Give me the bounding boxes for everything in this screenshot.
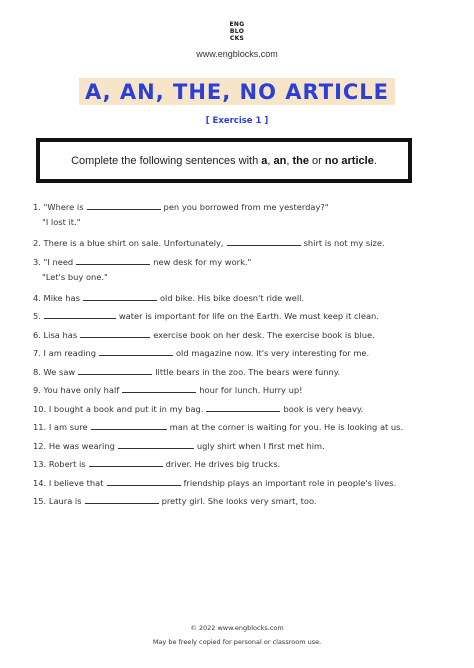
logo-line-1: ENG: [229, 20, 245, 28]
item-text-after: book is very heavy.: [283, 404, 364, 414]
exercise-item-3: [33, 256, 251, 267]
footer-note: May be freely copied for personal or classroom use.: [152, 638, 322, 646]
item-text-after: shirt is not my size.: [303, 238, 385, 248]
item-text-before: 15. Laura is: [33, 496, 82, 506]
item-text-before: 2. There is a blue shirt on sale. Unfortunately,: [33, 238, 224, 248]
item-text-after: little bears in the zoo. The bears were funny.: [155, 367, 341, 377]
item-text-before: 10. I bought a book and put it in my bag.: [33, 404, 204, 414]
item-text-before: 1. "Where is: [33, 202, 84, 212]
item-text-before: 13. Robert is: [33, 459, 86, 469]
item-text-after: exercise book on her desk. The exercise book is blue.: [153, 330, 375, 340]
answer-blank[interactable]: [44, 310, 116, 319]
answer-blank[interactable]: [206, 403, 280, 412]
answer-blank[interactable]: [87, 201, 161, 210]
instruction-text: [71, 155, 377, 167]
exercise-item-1-reply: [33, 217, 81, 227]
item-text-after: hour for lunch. Hurry up!: [199, 385, 303, 395]
footer-copyright: © 2022 www.engblocks.com: [190, 624, 284, 632]
answer-blank[interactable]: [85, 495, 159, 504]
item-text-after: old bike. His bike doesn't ride well.: [159, 293, 305, 303]
exercise-subtitle: [ Exercise 1 ]: [205, 116, 269, 126]
subtitle-wrap: [0, 110, 474, 128]
item-text-before: 14. I believe that: [33, 478, 104, 488]
instruction-box: [36, 138, 412, 183]
answer-blank[interactable]: [118, 440, 194, 449]
answer-blank[interactable]: [80, 329, 150, 338]
exercise-item-6: [33, 329, 375, 340]
option-the: the: [292, 154, 309, 167]
item-text-before: 8. We saw: [33, 367, 76, 377]
item-text-before: 4. Mike has: [33, 293, 80, 303]
instruction-or: or: [309, 154, 325, 167]
item-text-before: 9. You have only half: [33, 385, 120, 395]
instruction-sep-1: ,: [267, 154, 274, 167]
answer-blank[interactable]: [122, 384, 196, 393]
logo-line-3: CKS: [229, 34, 245, 42]
item-text-before: 3. "I need: [33, 257, 74, 267]
answer-blank[interactable]: [227, 237, 301, 246]
exercise-item-14: [33, 477, 396, 488]
exercise-item-15: [33, 495, 317, 506]
option-a: a: [261, 154, 268, 167]
item-text-after: old magazine now. It's very interesting for me.: [175, 348, 370, 358]
exercise-item-11: [33, 421, 403, 432]
item-text-after: friendship plays an important role in people's lives.: [183, 478, 397, 488]
site-url: www.engblocks.com: [196, 49, 278, 59]
exercise-item-12: [33, 440, 325, 451]
exercise-item-13: [33, 458, 280, 469]
exercise-item-2: [33, 237, 385, 248]
item-text-after: new desk for my work.": [153, 257, 252, 267]
exercise-item-1: [33, 201, 329, 212]
exercise-item-3-reply: [33, 272, 108, 282]
exercise-item-10: [33, 403, 363, 414]
title-wrap: [0, 78, 474, 105]
exercise-item-9: [33, 384, 302, 395]
exercise-item-5: [33, 310, 379, 321]
instruction-sep-2: ,: [286, 154, 293, 167]
item-text-after: ugly shirt when I first met him.: [196, 441, 325, 451]
item-text-before: 7. I am reading: [33, 348, 96, 358]
answer-blank[interactable]: [91, 421, 167, 430]
answer-blank[interactable]: [76, 256, 150, 265]
answer-blank[interactable]: [89, 458, 163, 467]
page-title: A, AN, THE, NO ARTICLE: [79, 78, 395, 105]
answer-blank[interactable]: [107, 477, 181, 486]
exercise-item-7: [33, 347, 369, 358]
item-text: "Let's buy one.": [42, 272, 108, 282]
item-text-before: 5.: [33, 311, 41, 321]
item-text-after: pretty girl. She looks very smart, too.: [161, 496, 317, 506]
option-an: an: [273, 154, 287, 167]
item-text-after: man at the corner is waiting for you. He is looking at us.: [169, 422, 404, 432]
item-text-before: 6. Lisa has: [33, 330, 78, 340]
logo-line-2: BLO: [229, 27, 245, 35]
item-text-after: pen you borrowed from me yesterday?": [163, 202, 329, 212]
item-text-before: 12. He was wearing: [33, 441, 115, 451]
answer-blank[interactable]: [99, 347, 173, 356]
instruction-pre: Complete the following sentences with: [71, 154, 262, 167]
exercise-item-4: [33, 292, 304, 303]
item-text: "I lost it.": [42, 217, 81, 227]
option-no-article: no article: [324, 154, 374, 167]
item-text-after: water is important for life on the Earth. We must keep it clean.: [118, 311, 379, 321]
item-text-before: 11. I am sure: [33, 422, 88, 432]
item-text-after: driver. He drives big trucks.: [165, 459, 281, 469]
answer-blank[interactable]: [78, 366, 152, 375]
engblocks-logo: [226, 20, 248, 42]
answer-blank[interactable]: [83, 292, 157, 301]
instruction-end: .: [373, 154, 377, 167]
exercise-item-8: [33, 366, 340, 377]
